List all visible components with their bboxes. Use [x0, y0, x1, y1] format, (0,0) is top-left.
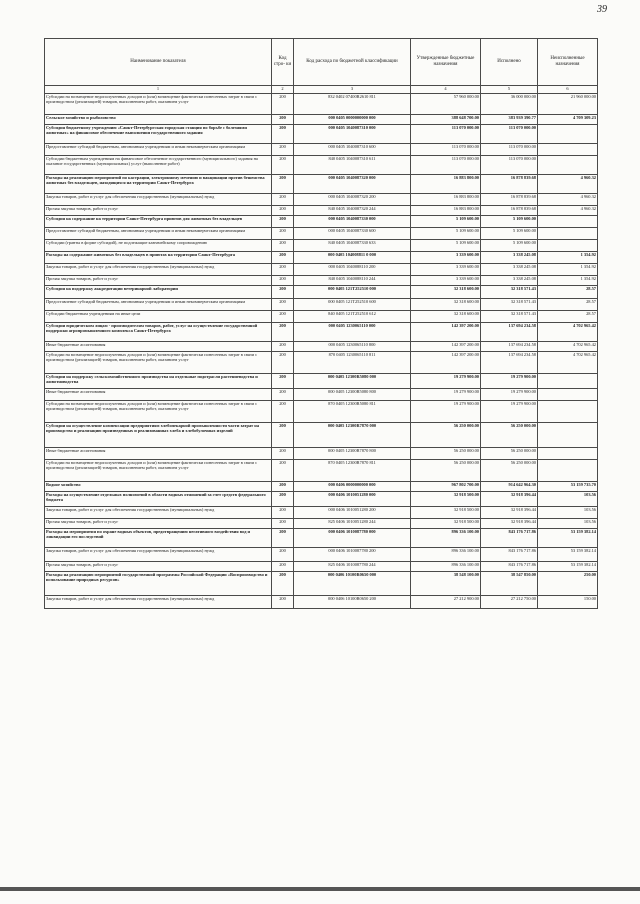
row-unexecuted-amount: 1 354.92	[538, 264, 598, 276]
row-approved-amount: 16 883 800.00	[411, 194, 481, 206]
row-approved-amount: 16 883 800.00	[411, 175, 481, 194]
row-classification-code: 000 0406 10100R0650 200	[294, 596, 411, 609]
row-classification-code: 000 0405 1230065110 000	[294, 323, 411, 342]
table-row	[45, 125, 598, 144]
row-unexecuted-amount	[538, 144, 598, 156]
row-unexecuted-amount: 53 159 382.14	[538, 529, 598, 548]
row-approved-amount: 16 883 800.00	[411, 206, 481, 216]
row-approved-amount: 3 339 600.00	[411, 276, 481, 286]
row-indicator-name: Предоставление субсидий бюджетным, автономным учреждениям и иным некоммерческим организациям	[45, 299, 272, 311]
row-line-code: 200	[272, 572, 294, 596]
row-classification-code: 000 0406 0000000000 000	[294, 482, 411, 492]
row-executed-amount: 16 878 839.68	[481, 175, 538, 194]
row-line-code: 200	[272, 482, 294, 492]
row-approved-amount: 113 070 000.00	[411, 156, 481, 175]
row-approved-amount: 5 109 600.00	[411, 240, 481, 252]
row-line-code: 200	[272, 240, 294, 252]
row-approved-amount: 19 279 900.00	[411, 401, 481, 423]
row-approved-amount: 19 279 900.00	[411, 374, 481, 389]
row-indicator-name: Субсидии на возмещение недополученных доходов и (или) возмещение фактически понесенных затрат в связи с производством (реализацией) товаров, выполнением работ, оказанием услуг	[45, 460, 272, 482]
row-indicator-name: Субсидия на поддержку аккредитации ветеринарной лаборатории	[45, 286, 272, 299]
header-line-code: Код стро- ки	[272, 39, 294, 86]
row-classification-code: 000 0405 1040087330 600	[294, 228, 411, 240]
row-indicator-name: Закупка товаров, работ и услуг для обеспечения государственных (муниципальных) нужд	[45, 194, 272, 206]
table-row	[45, 228, 598, 240]
row-classification-code: 832 0402 07400R2610 811	[294, 94, 411, 115]
row-indicator-name: Субсидии бюджетным учреждениям на иные цели	[45, 311, 272, 323]
row-indicator-name: Закупка товаров, работ и услуг для обеспечения государственных (муниципальных) нужд	[45, 548, 272, 562]
row-executed-amount: 19 279 900.00	[481, 401, 538, 423]
column-number: 2	[272, 86, 294, 94]
row-indicator-name: Субсидии на поддержку сельскохозяйственного производства на отдельные подотрасли растениеводства и животноводства	[45, 374, 272, 389]
column-number: 4	[411, 86, 481, 94]
row-indicator-name: Расходы на содержание животных без владельцев в приютах на территории Санкт-Петербурга	[45, 252, 272, 264]
row-executed-amount: 32 318 571.43	[481, 311, 538, 323]
row-executed-amount: 56 250 000.00	[481, 460, 538, 482]
row-unexecuted-amount: 28.57	[538, 286, 598, 299]
row-indicator-name: Водное хозяйство	[45, 482, 272, 492]
row-executed-amount: 38 547 850.00	[481, 572, 538, 596]
row-line-code: 200	[272, 323, 294, 342]
row-unexecuted-amount	[538, 423, 598, 448]
row-executed-amount: 3 338 245.08	[481, 252, 538, 264]
row-unexecuted-amount	[538, 228, 598, 240]
row-classification-code: 000 0406 1010087780 000	[294, 529, 411, 548]
row-indicator-name: Сельское хозяйство и рыболовство	[45, 115, 272, 125]
row-line-code: 200	[272, 94, 294, 115]
table-row	[45, 460, 598, 482]
row-classification-code: 870 0405 1230065110 811	[294, 352, 411, 374]
row-executed-amount: 137 694 234.58	[481, 342, 538, 352]
row-classification-code: 000 0406 1010051280 000	[294, 492, 411, 507]
table-row	[45, 299, 598, 311]
row-indicator-name: Субсидии (гранты в форме субсидий), не подлежащие казначейскому сопровождению	[45, 240, 272, 252]
row-classification-code: 000 0405 1040087320 200	[294, 194, 411, 206]
table-row	[45, 374, 598, 389]
row-unexecuted-amount: 53 159 382.14	[538, 548, 598, 562]
table-row	[45, 389, 598, 401]
row-unexecuted-amount: 53 159 382.14	[538, 562, 598, 572]
row-unexecuted-amount: 250.00	[538, 572, 598, 596]
row-executed-amount: 3 338 245.08	[481, 276, 538, 286]
row-unexecuted-amount	[538, 448, 598, 460]
budget-execution-table	[44, 38, 598, 609]
row-approved-amount: 967 802 700.00	[411, 482, 481, 492]
row-unexecuted-amount: 28.57	[538, 299, 598, 311]
row-line-code: 200	[272, 252, 294, 264]
row-indicator-name: Субсидии на возмещение недополученных доходов и (или) возмещение фактически понесенных затрат в связи с производством (реализацией) товаров, выполнением работ, оказанием услуг	[45, 352, 272, 374]
row-line-code: 200	[272, 562, 294, 572]
row-unexecuted-amount	[538, 460, 598, 482]
row-line-code: 200	[272, 448, 294, 460]
row-unexecuted-amount: 150.00	[538, 596, 598, 609]
row-unexecuted-amount: 4 702 965.42	[538, 342, 598, 352]
table-row	[45, 572, 598, 596]
row-line-code: 200	[272, 401, 294, 423]
row-unexecuted-amount: 4 702 965.42	[538, 352, 598, 374]
row-executed-amount: 5 109 600.00	[481, 228, 538, 240]
row-approved-amount: 388 648 700.00	[411, 115, 481, 125]
row-indicator-name: Прочая закупка товаров, работ и услуг	[45, 562, 272, 572]
row-approved-amount: 56 250 000.00	[411, 460, 481, 482]
row-executed-amount: 56 250 000.00	[481, 423, 538, 448]
row-classification-code: 000 0405 1040088110 200	[294, 264, 411, 276]
row-classification-code: 000 0405 1040087320 000	[294, 175, 411, 194]
row-classification-code: 840 0405 1040087310 611	[294, 156, 411, 175]
row-unexecuted-amount	[538, 374, 598, 389]
row-executed-amount: 16 878 839.68	[481, 194, 538, 206]
row-line-code: 200	[272, 311, 294, 323]
row-classification-code: 000 0406 1010051280 200	[294, 507, 411, 519]
table-row	[45, 175, 598, 194]
row-indicator-name: Прочая закупка товаров, работ и услуг	[45, 519, 272, 529]
row-line-code: 200	[272, 125, 294, 144]
row-line-code: 200	[272, 548, 294, 562]
table-row	[45, 276, 598, 286]
row-classification-code: 840 0405 1040087320 244	[294, 206, 411, 216]
row-classification-code: 000 0405 12300R7870 000	[294, 423, 411, 448]
row-approved-amount: 113 070 000.00	[411, 144, 481, 156]
row-classification-code: 000 0405 1040087330 000	[294, 216, 411, 228]
row-approved-amount: 56 250 000.00	[411, 423, 481, 448]
column-number: 3	[294, 86, 411, 94]
row-executed-amount: 32 918 396.44	[481, 507, 538, 519]
row-executed-amount: 3 338 245.08	[481, 264, 538, 276]
header-indicator-name: Наименование показателя	[45, 39, 272, 86]
column-number: 5	[481, 86, 538, 94]
row-approved-amount: 32 918 500.00	[411, 492, 481, 507]
row-approved-amount: 142 397 200.00	[411, 323, 481, 342]
row-approved-amount: 19 279 900.00	[411, 389, 481, 401]
row-line-code: 200	[272, 342, 294, 352]
row-unexecuted-amount: 103.56	[538, 507, 598, 519]
table-row	[45, 94, 598, 115]
table-row	[45, 548, 598, 562]
row-unexecuted-amount: 1 354.92	[538, 252, 598, 264]
row-approved-amount: 896 336 100.00	[411, 529, 481, 548]
row-unexecuted-amount: 1 354.92	[538, 276, 598, 286]
table-row	[45, 448, 598, 460]
row-approved-amount: 896 336 100.00	[411, 548, 481, 562]
table-row	[45, 240, 598, 252]
row-line-code: 200	[272, 519, 294, 529]
row-classification-code: 840 0405 1040088110 244	[294, 276, 411, 286]
column-number-row	[45, 86, 598, 94]
row-indicator-name: Прочая закупка товаров, работ и услуг	[45, 206, 272, 216]
row-indicator-name: Иные бюджетные ассигнования	[45, 448, 272, 460]
row-executed-amount: 383 939 390.77	[481, 115, 538, 125]
table-row	[45, 144, 598, 156]
table-body	[45, 94, 598, 609]
row-executed-amount: 137 694 234.58	[481, 352, 538, 374]
row-classification-code: 000 0405 1040087310 600	[294, 144, 411, 156]
row-classification-code: 000 0406 1010087780 200	[294, 548, 411, 562]
row-executed-amount: 19 279 900.00	[481, 374, 538, 389]
row-classification-code: 000 0405 1040087310 000	[294, 125, 411, 144]
row-unexecuted-amount: 4 702 965.42	[538, 323, 598, 342]
column-number: 6	[538, 86, 598, 94]
table-row	[45, 156, 598, 175]
header-approved-appropriations: Утвержденные бюджетные назначения	[411, 39, 481, 86]
row-unexecuted-amount: 4 709 309.23	[538, 115, 598, 125]
row-executed-amount: 5 109 600.00	[481, 240, 538, 252]
table-row	[45, 519, 598, 529]
row-executed-amount: 843 176 717.86	[481, 562, 538, 572]
table-row	[45, 492, 598, 507]
table-row	[45, 323, 598, 342]
table-row	[45, 596, 598, 609]
table-row	[45, 216, 598, 228]
row-executed-amount: 113 070 000.00	[481, 156, 538, 175]
row-indicator-name: Субсидии на осуществление компенсации предприятиям хлебопекарной промышленности части затрат на производство и реализацию произведенных и реализованных хлеба и хлебобулочных изделий	[45, 423, 272, 448]
row-unexecuted-amount: 28.57	[538, 311, 598, 323]
row-indicator-name: Субсидии на возмещение недополученных доходов и (или) возмещение фактически понесенных затрат в связи с производством (реализацией) товаров, выполнением работ, оказанием услуг	[45, 94, 272, 115]
row-classification-code: 000 0406 10100R0650 000	[294, 572, 411, 596]
row-line-code: 200	[272, 423, 294, 448]
row-executed-amount: 843 176 717.86	[481, 529, 538, 548]
row-indicator-name: Субсидии бюджетным учреждениям на финансовое обеспечение государственного (муниципального) задания на оказание государственных (муниципальных) услуг (выполнение работ)	[45, 156, 272, 175]
row-executed-amount: 914 642 964.30	[481, 482, 538, 492]
page-number: 39	[597, 4, 607, 15]
table-row	[45, 352, 598, 374]
header-unexecuted-appropriations: Неисполненные назначения	[538, 39, 598, 86]
row-approved-amount: 32 318 600.00	[411, 286, 481, 299]
row-classification-code: 870 0405 12300R5080 811	[294, 401, 411, 423]
row-indicator-name: Закупка товаров, работ и услуг для обеспечения государственных (муниципальных) нужд	[45, 507, 272, 519]
row-line-code: 200	[272, 228, 294, 240]
table-row	[45, 482, 598, 492]
column-number: 1	[45, 86, 272, 94]
row-indicator-name: Предоставление субсидий бюджетным, автономным учреждениям и иным некоммерческим организациям	[45, 144, 272, 156]
row-approved-amount: 3 339 600.00	[411, 264, 481, 276]
row-approved-amount: 38 548 100.00	[411, 572, 481, 596]
row-indicator-name: Субсидии на возмещение недополученных доходов и (или) возмещение фактически понесенных затрат в связи с производством (реализацией) товаров, выполнением работ, оказанием услуг	[45, 401, 272, 423]
row-line-code: 200	[272, 596, 294, 609]
row-line-code: 200	[272, 276, 294, 286]
row-indicator-name: Субсидия бюджетному учреждению «Санкт-Петербургская городская станция по борьбе с болезнями животных» на финансовое обеспечение выполнения государственного задания	[45, 125, 272, 144]
row-indicator-name: Субсидия на содержание на территории Санкт-Петербурга приютов для животных без владельцев	[45, 216, 272, 228]
row-line-code: 200	[272, 352, 294, 374]
row-classification-code: 000 0405 12300R5080 000	[294, 374, 411, 389]
row-approved-amount: 113 070 000.00	[411, 125, 481, 144]
table-row	[45, 342, 598, 352]
row-line-code: 200	[272, 264, 294, 276]
scan-edge-line	[0, 887, 640, 891]
row-approved-amount: 27 212 900.00	[411, 596, 481, 609]
row-indicator-name: Иные бюджетные ассигнования	[45, 342, 272, 352]
row-classification-code: 825 0406 1010087780 244	[294, 562, 411, 572]
row-unexecuted-amount	[538, 389, 598, 401]
row-approved-amount: 32 918 500.00	[411, 507, 481, 519]
row-unexecuted-amount: 103.56	[538, 519, 598, 529]
row-executed-amount: 137 694 234.58	[481, 323, 538, 342]
row-approved-amount: 142 397 200.00	[411, 342, 481, 352]
row-classification-code: 000 0405 1230065110 800	[294, 342, 411, 352]
table-row	[45, 286, 598, 299]
row-line-code: 200	[272, 529, 294, 548]
row-approved-amount: 32 318 600.00	[411, 311, 481, 323]
row-executed-amount: 5 109 600.00	[481, 216, 538, 228]
row-classification-code: 840 0405 121T252510 612	[294, 311, 411, 323]
row-approved-amount: 5 109 600.00	[411, 216, 481, 228]
row-line-code: 200	[272, 115, 294, 125]
table-row	[45, 264, 598, 276]
table-header-row	[45, 39, 598, 86]
table-row	[45, 311, 598, 323]
row-executed-amount: 32 318 571.43	[481, 299, 538, 311]
row-executed-amount: 113 070 000.00	[481, 144, 538, 156]
table-row	[45, 562, 598, 572]
row-classification-code: 000 0405 12300R7870 800	[294, 448, 411, 460]
row-approved-amount: 142 397 200.00	[411, 352, 481, 374]
row-executed-amount: 32 318 571.43	[481, 286, 538, 299]
row-unexecuted-amount	[538, 401, 598, 423]
row-executed-amount: 16 878 839.68	[481, 206, 538, 216]
row-indicator-name: Предоставление субсидий бюджетным, автономным учреждениям и иным некоммерческим организациям	[45, 228, 272, 240]
row-approved-amount: 32 318 600.00	[411, 299, 481, 311]
row-unexecuted-amount	[538, 156, 598, 175]
row-unexecuted-amount	[538, 240, 598, 252]
row-indicator-name: Субсидии юридическим лицам - производителям товаров, работ, услуг на осуществление государственной поддержки агропромышленного комплекса Санкт-Петербурга	[45, 323, 272, 342]
row-executed-amount: 56 250 000.00	[481, 448, 538, 460]
row-executed-amount: 36 000 000.00	[481, 94, 538, 115]
row-line-code: 200	[272, 144, 294, 156]
row-line-code: 200	[272, 286, 294, 299]
row-line-code: 200	[272, 460, 294, 482]
table-row	[45, 529, 598, 548]
row-unexecuted-amount	[538, 216, 598, 228]
row-classification-code: 825 0406 1010051280 244	[294, 519, 411, 529]
row-classification-code: 000 0405 12300R5080 800	[294, 389, 411, 401]
table-row	[45, 401, 598, 423]
header-budget-classification-code: Код расхода по бюджетной классификации	[294, 39, 411, 86]
row-line-code: 200	[272, 194, 294, 206]
row-line-code: 200	[272, 374, 294, 389]
row-line-code: 200	[272, 389, 294, 401]
table-row	[45, 423, 598, 448]
row-unexecuted-amount: 4 960.32	[538, 194, 598, 206]
row-line-code: 200	[272, 507, 294, 519]
row-approved-amount: 56 250 000.00	[411, 448, 481, 460]
row-unexecuted-amount: 4 960.32	[538, 206, 598, 216]
row-line-code: 200	[272, 216, 294, 228]
row-executed-amount: 32 918 396.44	[481, 519, 538, 529]
table-row	[45, 507, 598, 519]
row-indicator-name: Расходы на осуществление отдельных полномочий в области водных отношений за счет средств федерального бюджета	[45, 492, 272, 507]
row-approved-amount: 57 960 000.00	[411, 94, 481, 115]
row-classification-code: 840 0405 1040087330 633	[294, 240, 411, 252]
row-line-code: 200	[272, 299, 294, 311]
row-indicator-name: Закупка товаров, работ и услуг для обеспечения государственных (муниципальных) нужд	[45, 264, 272, 276]
row-line-code: 200	[272, 156, 294, 175]
row-classification-code: 000 0405 104008811 0 000	[294, 252, 411, 264]
row-executed-amount: 113 070 000.00	[481, 125, 538, 144]
table-row	[45, 115, 598, 125]
row-classification-code: 870 0405 12300R7870 811	[294, 460, 411, 482]
row-indicator-name: Закупка товаров, работ и услуг для обеспечения государственных (муниципальных) нужд	[45, 596, 272, 609]
row-line-code: 200	[272, 175, 294, 194]
row-indicator-name: Расходы на реализацию мероприятий государственной программы Российской Федерации «Воспроизводство и использование природных ресурсов»	[45, 572, 272, 596]
header-executed: Исполнено	[481, 39, 538, 86]
row-indicator-name: Иные бюджетные ассигнования	[45, 389, 272, 401]
row-indicator-name: Расходы на мероприятия по охране водных объектов, предотвращению негативного воздействия вод и ликвидации его последствий	[45, 529, 272, 548]
row-executed-amount: 32 918 396.44	[481, 492, 538, 507]
row-unexecuted-amount: 53 159 735.70	[538, 482, 598, 492]
row-executed-amount: 843 176 717.86	[481, 548, 538, 562]
row-approved-amount: 5 109 600.00	[411, 228, 481, 240]
row-classification-code: 000 0405 121T252510 000	[294, 286, 411, 299]
row-approved-amount: 32 918 500.00	[411, 519, 481, 529]
row-classification-code: 000 0405 0000000000 000	[294, 115, 411, 125]
row-line-code: 200	[272, 206, 294, 216]
row-indicator-name: Прочая закупка товаров, работ и услуг	[45, 276, 272, 286]
row-classification-code: 000 0405 121T252510 600	[294, 299, 411, 311]
table-row	[45, 206, 598, 216]
row-executed-amount: 19 279 900.00	[481, 389, 538, 401]
row-unexecuted-amount: 21 960 000.00	[538, 94, 598, 115]
row-approved-amount: 3 339 600.00	[411, 252, 481, 264]
row-executed-amount: 27 212 750.00	[481, 596, 538, 609]
row-line-code: 200	[272, 492, 294, 507]
table-row	[45, 252, 598, 264]
row-unexecuted-amount: 4 960.32	[538, 175, 598, 194]
row-unexecuted-amount: 103.56	[538, 492, 598, 507]
row-indicator-name: Расходы на реализацию мероприятий по кастрации, электронному мечению и вакцинации против бешенства животных без владельцев, находящихся на территории Санкт-Петербурга	[45, 175, 272, 194]
row-approved-amount: 896 336 100.00	[411, 562, 481, 572]
row-unexecuted-amount	[538, 125, 598, 144]
table-row	[45, 194, 598, 206]
